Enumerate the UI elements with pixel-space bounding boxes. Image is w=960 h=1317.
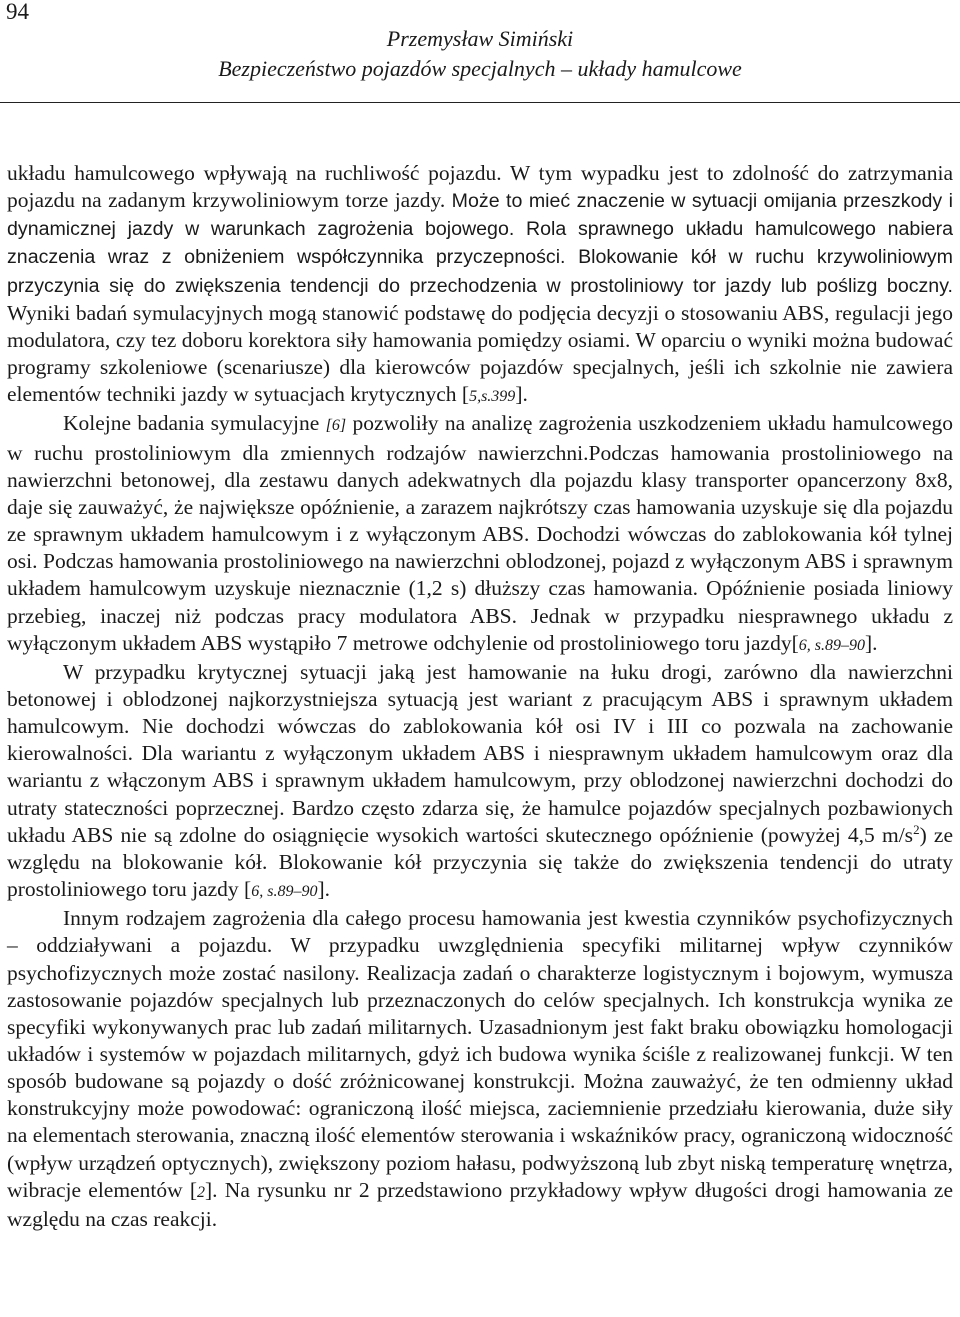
header-author: Przemysław Simiński (386, 26, 574, 51)
citation-ref: 5,s.399 (469, 388, 516, 406)
article-body (7, 160, 953, 1233)
paragraph-4-part-2: ]. Na rysunku nr 2 przedstawiono przykładowy wpływ długości drogi hamowania ze względu na czas reakcji. (7, 1177, 953, 1231)
citation-ref: 6, s.89–90 (251, 883, 318, 901)
paragraph-3-end: ]. (317, 877, 330, 902)
paragraph-2-end: ]. (865, 630, 878, 655)
paragraph-1-part-3: Wyniki badań symulacyjnych mogą stanowić podstawę do podjęcia decyzji o stosowaniu ABS, regulacji jego modulatora, czy tez doboru korektora siły hamowania pomiędzy osiami. W oparciu o wyniki można budować programy szkoleniowe (scenariusze) dla kierowców pojazdów specjalnych, jeśli ich szkolnie nie zawiera elementów techniki jazdy w sytuacjach krytycznych [ (7, 300, 953, 407)
paragraph-3 (7, 659, 953, 905)
paragraph-1-part-1: układu hamulcowego wpływają na ruchliwość pojazdu. W tym wypadku jest to zdolność do zatrzymania pojazdu na zadanym krzywoliniowym torze jazdy. (7, 161, 953, 213)
paragraph-2-part-2: pozwoliły na analizę zagrożenia uszkodzeniem układu hamulcowego w ruchu prostoliniowym dla zmiennych rodzajów nawierzchni. (7, 411, 954, 465)
citation-ref: [6] (325, 417, 347, 435)
paragraph-4-part-1: Innym rodzajem zagrożenia dla całego procesu hamowania jest kwestia czynników psychofizycznych – oddziaływani a pojazdu. W przypadku uwzględnienia specyfiki militarnej wpływ czynników psychofizycznych może zostać nasilony. Realizacja zadań o charakterze logistycznym i bojowym, wymusza zastosowanie pojazdów specjalnych lub przeznaczonych do celów specjalnych. Ich konstrukcja wynika ze specyfiki wykonywanych prac lub zadań militarnych. Uzasadnionym jest fakt braku obowiązku homologacji układów i systemów w pojazdach militarnych, gdyż ich budowa wynika ściśle z realizowanej funkcji. W ten sposób budowane są pojazdy o dość zróżnicowanej konstrukcji. Można zauważyć, że ten odmienny układ konstrukcyjny może powodować: ograniczoną ilość miejsca, zaciemnienie przedziału kierowania, duże siły na elementach sterowania, znaczną ilość elementów sterowania i wskaźników pracy, ograniczoną widoczność (wpływ urządzeń optycznych), zwiększony poziom hałasu, podwyższoną lub zbyt niską temperaturę wnętrza, wibracje elementów [ (7, 906, 953, 1202)
citation-ref: 6, s.89–90 (798, 636, 865, 654)
paragraph-1-part-2: Może to mieć znaczenie w sytuacji omijania przeszkody i dynamicznej jazdy w warunkach zagrożenia bojowego. Rola sprawnego układu hamulcowego nabiera znaczenia wraz z obniżeniem współczynnika przyczepności. Blokowanie kół w ruchu krzywoliniowym przyczynia się do zwiększenia tendencji do przechodzenia w prostoliniowy tor jazdy lub poślizg boczny. (7, 190, 953, 297)
page-number: 94 (6, 0, 29, 24)
paragraph-2-part-3: Podczas hamowania prostoliniowego na nawierzchni betonowej, dla zestawu danych adekwatnych dla pojazdu klasy transporter opancerzony 8x8, daje się zauważyć, że największe opóźnienie, a zarazem najkrótszy czas hamowania uzyskuje się dla pojazdu ze sprawnym układem hamulcowym i z wyłączonym ABS. Dochodzi wówczas do zablokowania kół tylnej osi. Podczas hamowania prostoliniowego na nawierzchni oblodzonej, pojazd z wyłączonym ABS i sprawnym układem hamulcowym uzyskuje nieznacznie (1,2 s) dłuższy czas hamowania. Opóźnienie posiada liniowy przebieg, inaczej niż podczas pracy modulatora ABS. Jednak w przypadku niesprawnego układu z wyłączonym układem ABS wystąpiło 7 metrowe odchylenie od prostoliniowego toru jazdy[ (7, 440, 953, 655)
header-rule (0, 102, 960, 103)
header-title: Bezpieczeństwo pojazdów specjalnych – układy hamulcowe (218, 56, 742, 81)
paragraph-2 (7, 410, 953, 658)
paragraph-1-end: ]. (515, 382, 528, 407)
superscript: 2 (913, 821, 920, 837)
paragraph-4 (7, 905, 953, 1233)
running-header (0, 24, 960, 84)
paragraph-2-part-1: Kolejne badania symulacyjne (63, 411, 326, 436)
citation-ref: 2 (197, 1183, 206, 1201)
paragraph-3-part-1: W przypadku krytycznej sytuacji jaką jest hamowanie na łuku drogi, zarówno dla nawierzchni betonowej i oblodzonej najkorzystniejsza sytuacją jest wariant z pracującym ABS i sprawnym układem hamulcowym. Nie dochodzi wówczas do zablokowania kół osi IV i III co pozwala na zachowanie kierowalności. Dla wariantu z wyłączonym układem ABS i niesprawnym układem hamulcowym oraz dla wariantu z włączonym ABS i sprawnym układem hamulcowym, przy oblodzonej nawierzchni dochodzi do utraty stateczności poprzecznej. Bardzo często zdarza się, że hamulce pojazdów specjalnych pozbawionych układu ABS nie są zdolne do osiągnięcie wysokich wartości skutecznego opóźnienie (powyżej 4,5 m/s (7, 659, 953, 847)
paragraph-1 (7, 160, 953, 410)
paragraph-3-part-2: ) ze względu na blokowanie kół. Blokowanie kół przyczynia się także do zwiększenia tendencji do utraty prostoliniowego toru jazdy [ (7, 822, 953, 902)
